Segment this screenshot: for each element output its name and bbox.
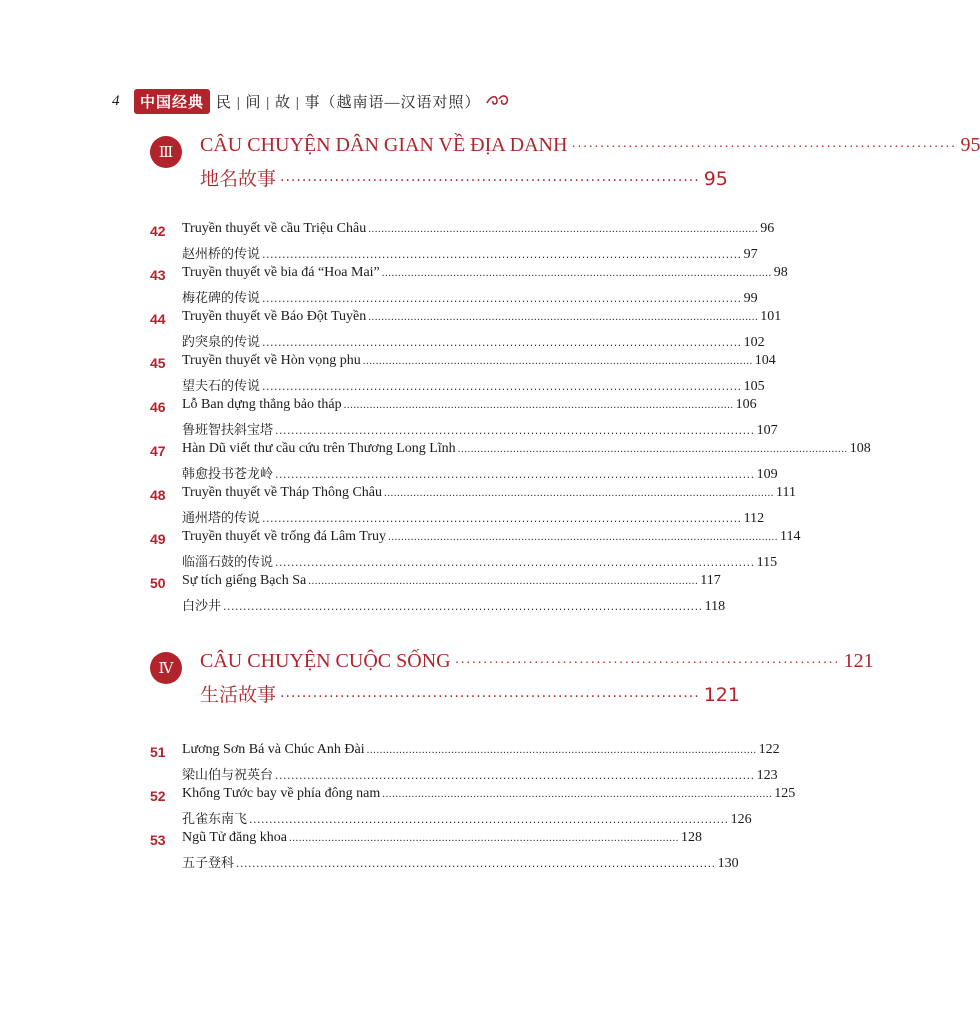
toc-entry[interactable]: 47 Hàn Dũ viết thư cầu cứu trên Thương Long Lĩnh ........................................................................................................................ 108 韩愈投书苍龙岭 ........................................................................................................................ 109	[150, 441, 871, 482]
toc-entry[interactable]: 52 Khổng Tước bay về phía đông nam ........................................................................................................................ 125 孔雀东南飞 ........................................................................................................................ 126	[150, 786, 796, 827]
toc-entry[interactable]: 43 Truyền thuyết về bia đá “Hoa Mai” ........................................................................................................................ 98 梅花碑的传说 ........................................................................................................................ 99	[150, 265, 788, 306]
toc-entry[interactable]: 44 Truyền thuyết về Báo Đột Tuyền ........................................................................................................................ 101 趵突泉的传说 ........................................................................................................................ 102	[150, 309, 782, 350]
section-title-vi[interactable]: CÂU CHUYỆN CUỘC SỐNG ···································································· 121	[200, 650, 874, 672]
toc-entry[interactable]: 50 Sự tích giếng Bạch Sa ........................................................................................................................ 117 白沙井 ........................................................................................................................ 118	[150, 573, 726, 614]
section-3-entries	[150, 221, 871, 617]
section-4-heading	[150, 648, 874, 708]
section-3-heading	[150, 132, 980, 192]
section-title-vi[interactable]: CÂU CHUYỆN DÂN GIAN VỀ ĐỊA DANH ···································································· 95	[200, 134, 980, 156]
toc-entry[interactable]: 42 Truyền thuyết về cầu Triệu Châu ........................................................................................................................ 96 赵州桥的传说 ........................................................................................................................ 97	[150, 221, 775, 262]
toc-entry[interactable]: 46 Lỗ Ban dựng thẳng bảo tháp ........................................................................................................................ 106 鲁班智扶斜宝塔 ........................................................................................................................ 107	[150, 397, 778, 438]
page-number: 4	[112, 92, 120, 109]
toc-entry[interactable]: 53 Ngũ Tử đăng khoa ........................................................................................................................ 128 五子登科 ........................................................................................................................ 130	[150, 830, 739, 871]
section-4-entries	[150, 742, 796, 874]
section-numeral-badge: Ⅲ	[150, 136, 182, 168]
section-title-zh[interactable]: 地名故事 ············································································· 95	[200, 168, 728, 190]
toc-entry[interactable]: 51 Lương Sơn Bá và Chúc Anh Đài ........................................................................................................................ 122 梁山伯与祝英台 ........................................................................................................................ 123	[150, 742, 780, 783]
section-numeral-badge: Ⅳ	[150, 652, 182, 684]
toc-entry[interactable]: 49 Truyền thuyết về trống đá Lâm Truy ........................................................................................................................ 114 临淄石鼓的传说 ........................................................................................................................ 115	[150, 529, 801, 570]
brand-logo: 中国经典	[134, 89, 210, 114]
series-title: 民 | 间 | 故 | 事（越南语—汉语对照）	[216, 94, 481, 111]
swirl-ornament-icon	[485, 91, 511, 112]
running-header	[112, 88, 511, 114]
toc-entry[interactable]: 45 Truyền thuyết về Hòn vọng phu ........................................................................................................................ 104 望夫石的传说 ........................................................................................................................ 105	[150, 353, 776, 394]
section-title-zh[interactable]: 生活故事 ············································································· 121	[200, 684, 740, 706]
toc-entry[interactable]: 48 Truyền thuyết về Tháp Thông Châu ........................................................................................................................ 111 通州塔的传说 ........................................................................................................................ 112	[150, 485, 796, 526]
